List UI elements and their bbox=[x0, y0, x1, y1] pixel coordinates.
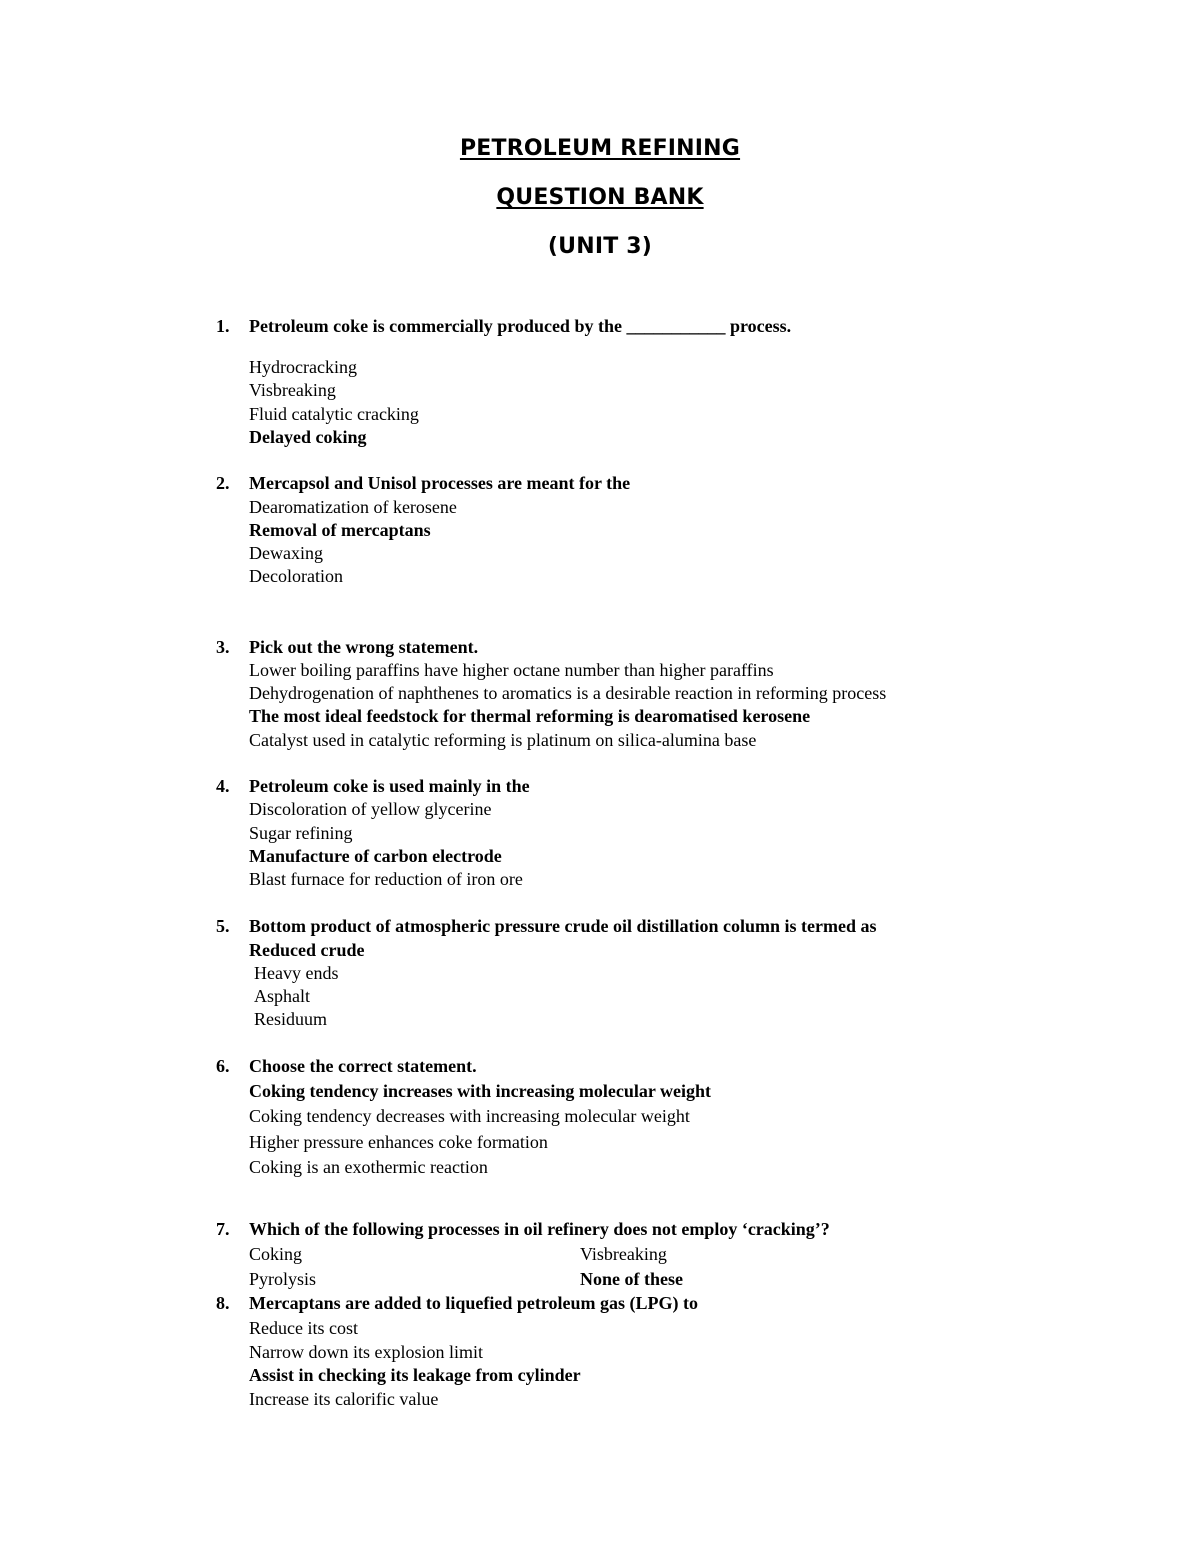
option: Reduce its cost bbox=[249, 1318, 358, 1338]
question-text: Mercaptans are added to liquefied petroleum gas (LPG) to bbox=[249, 1293, 698, 1313]
option: Lower boiling paraffins have higher octane number than higher paraffins bbox=[249, 660, 774, 680]
option: Discoloration of yellow glycerine bbox=[249, 799, 492, 819]
option: Hydrocracking bbox=[249, 357, 357, 377]
unit-label: (UNIT 3) bbox=[547, 234, 653, 259]
option: Visbreaking bbox=[249, 380, 336, 400]
correct-option: Delayed coking bbox=[249, 427, 367, 447]
option: Dewaxing bbox=[249, 543, 323, 563]
correct-option: Manufacture of carbon electrode bbox=[249, 846, 502, 866]
question-text: Mercapsol and Unisol processes are meant for the bbox=[249, 473, 631, 493]
correct-option: Assist in checking its leakage from cylinder bbox=[249, 1365, 581, 1385]
question-number: 8. bbox=[216, 1293, 230, 1313]
option: Dehydrogenation of naphthenes to aromatics is a desirable reaction in reforming process bbox=[249, 683, 887, 703]
question-text: Pick out the wrong statement. bbox=[249, 637, 479, 657]
correct-option: Removal of mercaptans bbox=[249, 520, 431, 540]
option: Visbreaking bbox=[580, 1244, 667, 1264]
question-number: 4. bbox=[216, 776, 230, 796]
question-number: 5. bbox=[216, 916, 230, 936]
option: Decoloration bbox=[249, 566, 343, 586]
document-subtitle: QUESTION BANK bbox=[496, 185, 704, 210]
option: Coking is an exothermic reaction bbox=[249, 1157, 488, 1177]
option: Dearomatization of kerosene bbox=[249, 497, 457, 517]
option: Catalyst used in catalytic reforming is platinum on silica-alumina base bbox=[249, 730, 757, 750]
question-text: Petroleum coke is used mainly in the bbox=[249, 776, 530, 796]
option: Fluid catalytic cracking bbox=[249, 404, 419, 424]
option: Coking bbox=[249, 1244, 303, 1264]
option: Asphalt bbox=[254, 986, 310, 1006]
question-text: Bottom product of atmospheric pressure crude oil distillation column is termed as bbox=[249, 916, 877, 936]
option: Narrow down its explosion limit bbox=[249, 1342, 483, 1362]
correct-option: Reduced crude bbox=[249, 940, 365, 960]
option: Heavy ends bbox=[254, 963, 339, 983]
question-number: 2. bbox=[216, 473, 230, 493]
option: Increase its calorific value bbox=[249, 1389, 439, 1409]
question-number: 7. bbox=[216, 1219, 230, 1239]
question-number: 1. bbox=[216, 316, 230, 336]
question-text: Petroleum coke is commercially produced by the ___________ process. bbox=[249, 316, 792, 336]
option: Sugar refining bbox=[249, 823, 353, 843]
question-text: Which of the following processes in oil refinery does not employ ‘cracking’? bbox=[249, 1219, 830, 1239]
document-title: PETROLEUM REFINING bbox=[459, 136, 741, 161]
correct-option: Coking tendency increases with increasing molecular weight bbox=[249, 1081, 711, 1101]
option: Residuum bbox=[254, 1009, 328, 1029]
correct-option: The most ideal feedstock for thermal reforming is dearomatised kerosene bbox=[249, 706, 811, 726]
question-text: Choose the correct statement. bbox=[249, 1056, 477, 1076]
option: Pyrolysis bbox=[249, 1269, 317, 1289]
correct-option: None of these bbox=[580, 1269, 683, 1289]
option: Higher pressure enhances coke formation bbox=[249, 1132, 548, 1152]
option: Coking tendency decreases with increasing molecular weight bbox=[249, 1106, 690, 1126]
option: Blast furnace for reduction of iron ore bbox=[249, 869, 523, 889]
question-number: 3. bbox=[216, 637, 230, 657]
question-number: 6. bbox=[216, 1056, 230, 1076]
